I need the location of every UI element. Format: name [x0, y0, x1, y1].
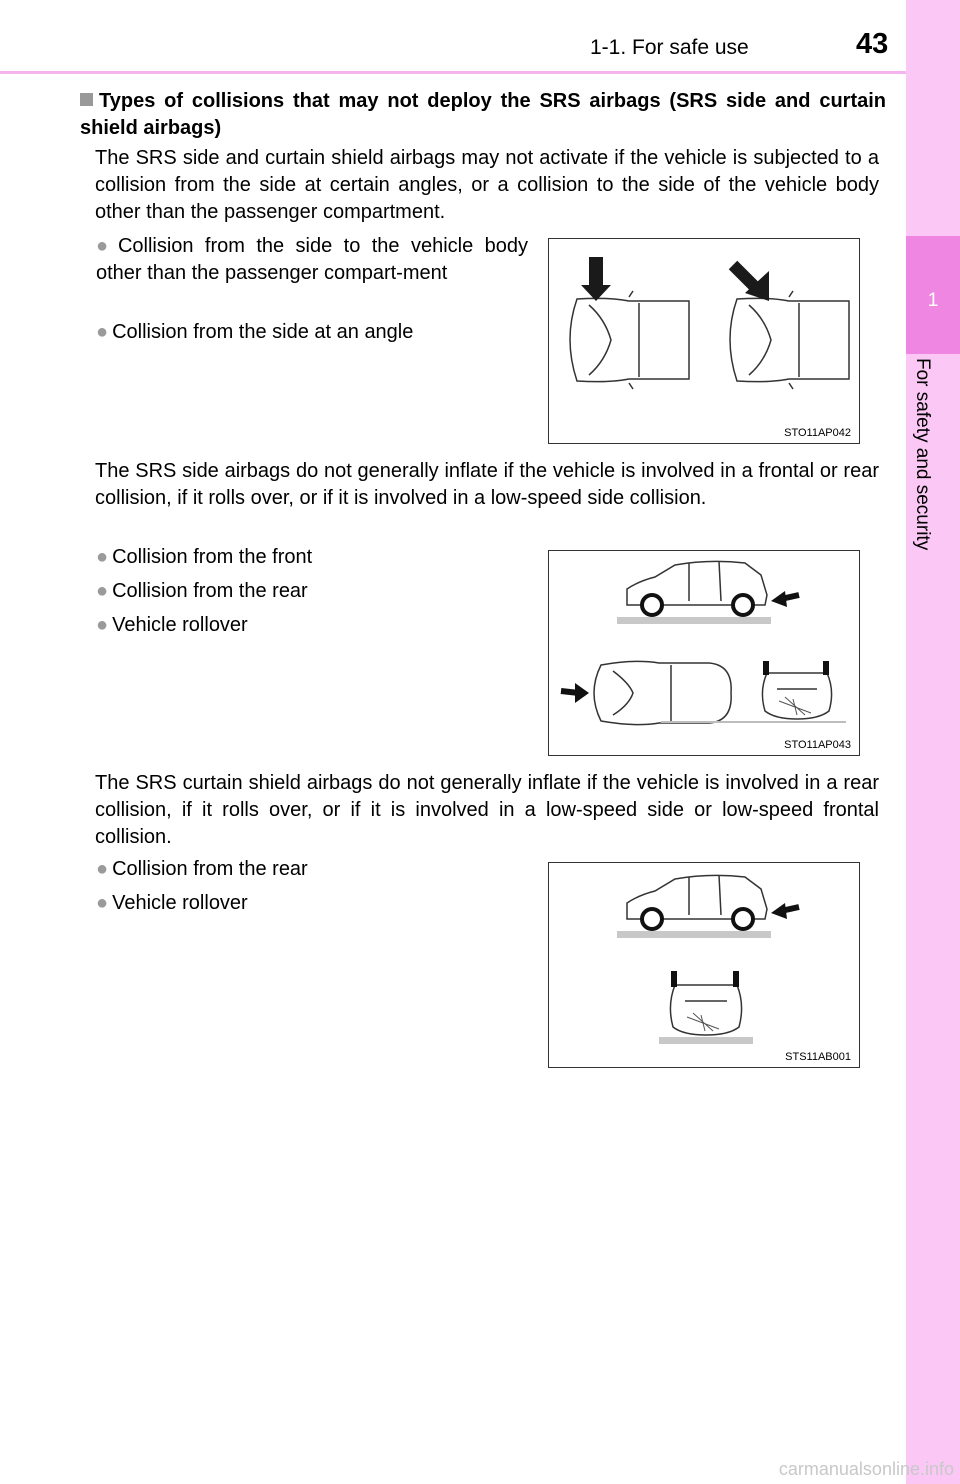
bullet-icon: ● [96, 614, 109, 636]
bullet-icon: ● [96, 546, 109, 568]
chapter-title: For safety and security [912, 358, 933, 551]
car-top-view-illustration [549, 239, 859, 443]
list-item: ● Vehicle rollover [96, 892, 248, 914]
bullet-icon: ● [96, 580, 109, 602]
list-item: ● Collision from the side at an angle [96, 321, 414, 343]
figure-front-rear-rollover [548, 550, 860, 756]
chapter-side-tab [906, 0, 960, 1484]
figure-rear-rollover [548, 862, 860, 1068]
paragraph-2: The SRS side airbags do not generally inflate if the vehicle is involved in a frontal or rear collision, if it rolls over, or if it is involved in a low-speed side collision. [95, 460, 879, 509]
list-item: ● Collision from the side to the vehicle body other than the passenger compart-ment [96, 235, 528, 284]
section-heading [80, 88, 886, 142]
page-number: 43 [856, 28, 889, 60]
bullet-icon: ● [96, 235, 114, 257]
paragraph-3: The SRS curtain shield airbags do not generally inflate if the vehicle is involved in a rear collision, if it rolls over, or if it is involved in a low-speed side or low-speed frontal collision. [95, 772, 879, 848]
car-side-top-rollover-illustration [549, 551, 859, 755]
figure-code: STS11AB001 [785, 1051, 851, 1063]
list-item: ● Collision from the front [96, 546, 313, 568]
list-item: ● Vehicle rollover [96, 614, 248, 636]
bullet-icon: ● [96, 892, 109, 914]
list-item: ● Collision from the rear [96, 858, 308, 880]
section-label: 1-1. For safe use [590, 36, 749, 59]
watermark: carmanualsonline.info [778, 1459, 954, 1479]
figure-side-collision [548, 238, 860, 444]
figure-code: STO11AP043 [784, 739, 851, 751]
list-item: ● Collision from the rear [96, 580, 308, 602]
bullet-icon: ● [96, 321, 109, 343]
figure-code: STO11AP042 [784, 427, 851, 439]
square-bullet-icon [80, 93, 93, 106]
paragraph-1: The SRS side and curtain shield airbags may not activate if the vehicle is subjected to a collision from the side at certain angles, or a collision to the side of the vehicle body other than the passenger compartment. [95, 147, 879, 223]
header-rule [0, 71, 906, 74]
heading-text: Types of collisions that may not deploy the SRS airbags (SRS side and curtain shield airbags) [80, 90, 886, 139]
chapter-number: 1 [927, 290, 939, 311]
bullet-icon: ● [96, 858, 109, 880]
car-side-rollover-illustration [549, 863, 859, 1067]
